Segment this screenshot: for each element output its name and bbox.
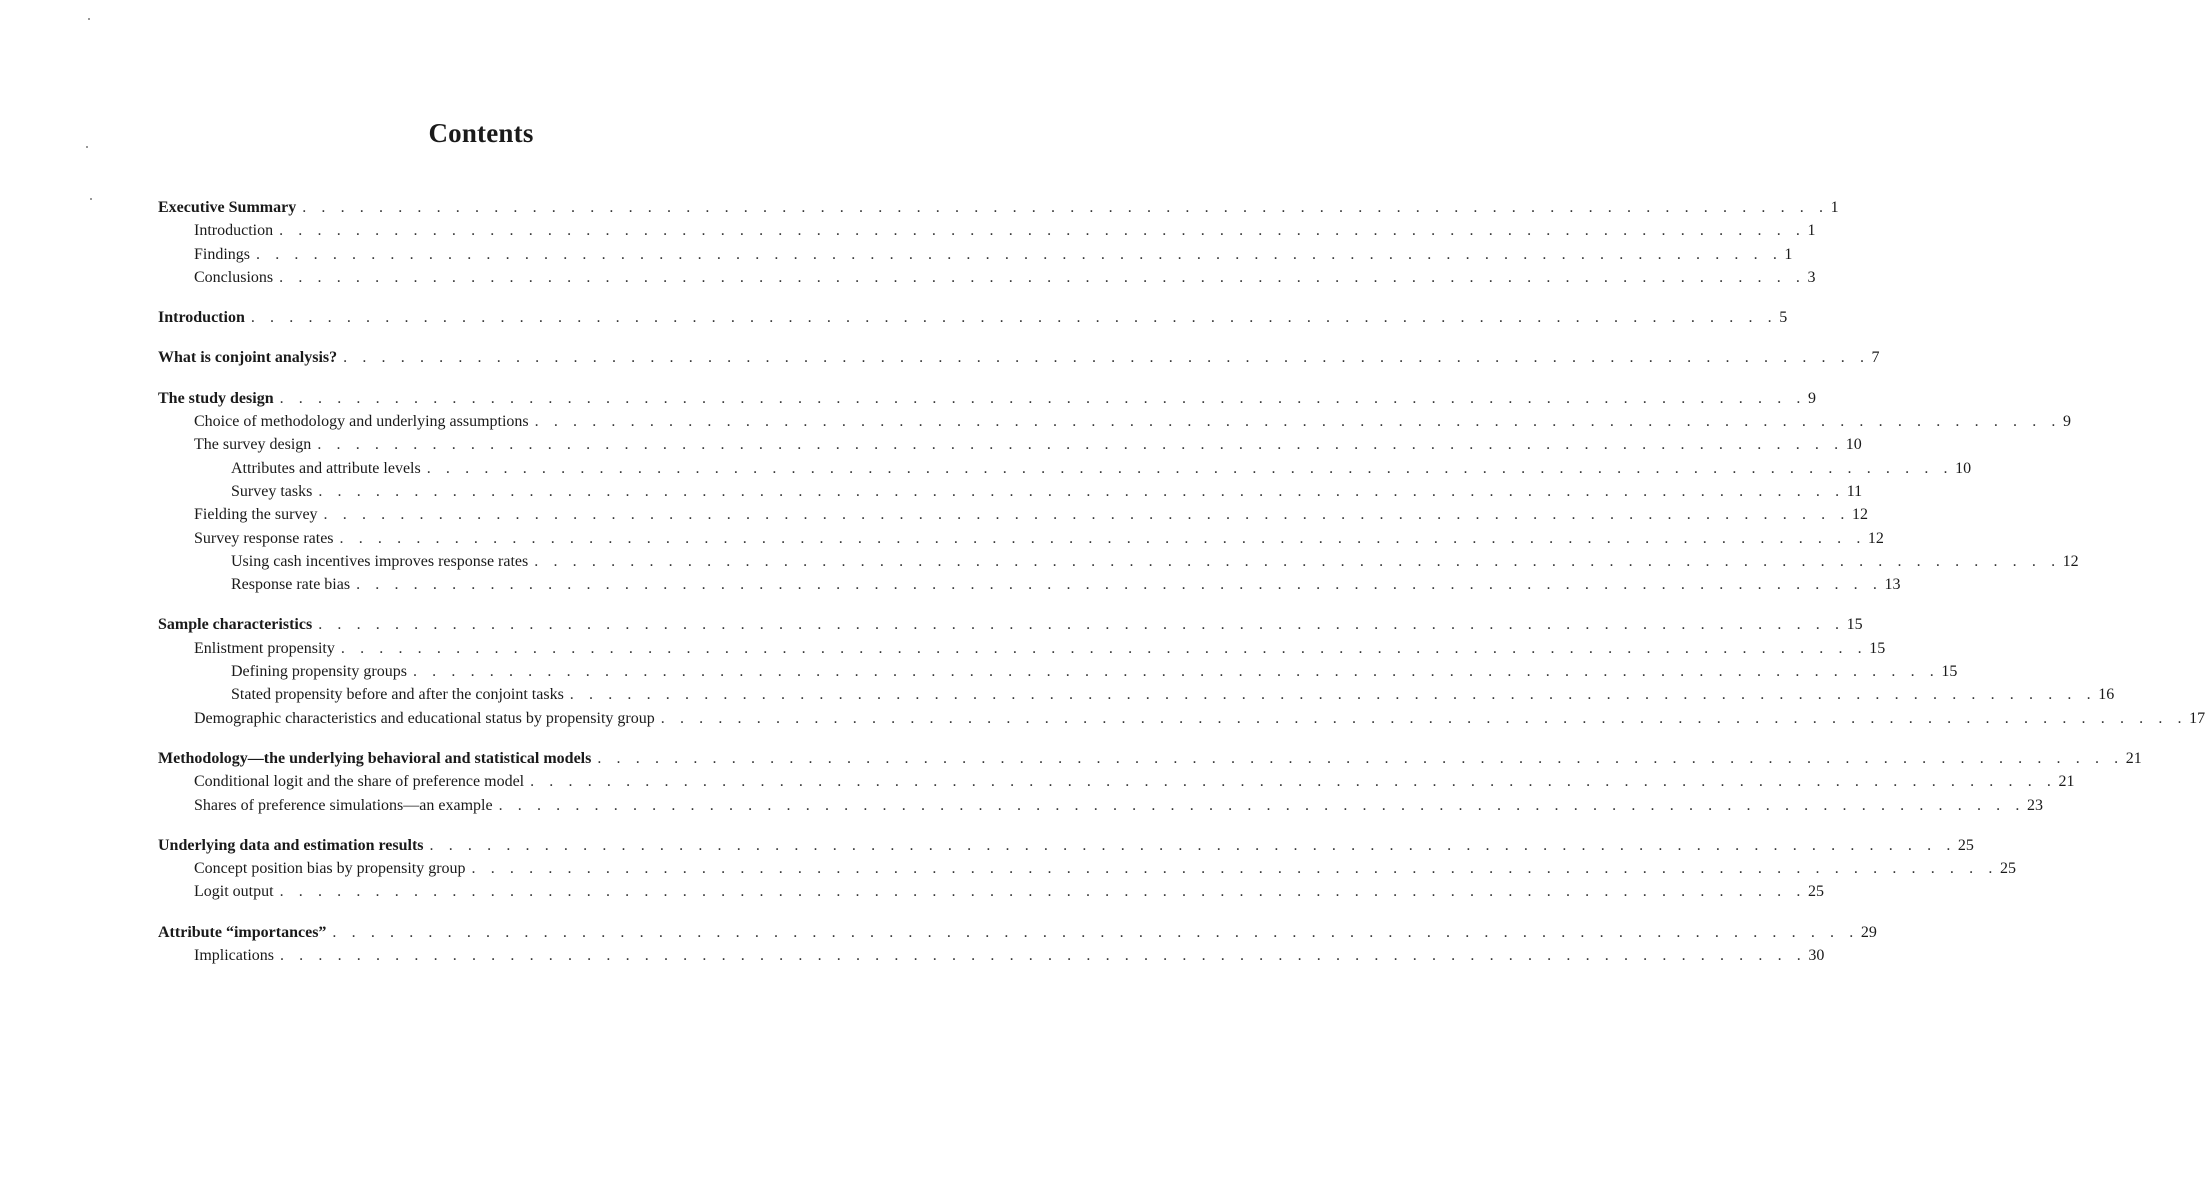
toc-entry-title: Implications xyxy=(194,947,274,965)
toc-section xyxy=(158,834,2016,904)
toc-page-number: 13 xyxy=(1884,576,1901,594)
toc-subentry[interactable] xyxy=(158,243,1793,266)
toc-page-number: 16 xyxy=(2098,686,2115,704)
toc-page-number: 10 xyxy=(1955,459,1972,477)
toc-subentry[interactable] xyxy=(158,573,1901,596)
toc-entry-title: Executive Summary xyxy=(158,199,297,216)
toc-section xyxy=(158,921,1877,968)
toc-entry-title: Findings xyxy=(194,245,251,263)
toc-page-number: 29 xyxy=(1860,923,1877,941)
toc-entry-title: Survey response rates xyxy=(194,529,334,547)
toc-section xyxy=(158,613,2205,729)
toc-entry-title: Introduction xyxy=(158,309,245,327)
toc-entry-title: Fielding the survey xyxy=(194,506,318,524)
toc-chapter-entry[interactable] xyxy=(158,834,1974,857)
toc-entry-title: Demographic characteristics and educational status by propensity group xyxy=(194,709,655,727)
toc-entry-title: Underlying data and estimation results xyxy=(158,836,424,854)
toc-subentry[interactable] xyxy=(158,266,1816,289)
toc-chapter-entry[interactable] xyxy=(158,747,2142,770)
toc-entry-title: The study design xyxy=(158,389,274,407)
toc-chapter-entry[interactable] xyxy=(158,306,1788,329)
dot-leader: . . . . . . . . . . . . . . . . . . . . . . . . . . . . . . . . . . . . . . . . . . . . . . . . . . . . . . . . . . . . . . . . . . . . . . . . . . . . . . . . xyxy=(323,506,1850,524)
toc-page-number: 1 xyxy=(1784,245,1793,263)
toc-section xyxy=(158,387,2079,597)
dot-leader: . . . . . . . . . . . . . . . . . . . . . . . . . . . . . . . . . . . . . . . . . . . . . . . . . . . . . . . . . . . . . . . . . . . . . . . . . . . . . . . . xyxy=(256,245,1783,263)
toc-section xyxy=(158,346,1880,369)
toc-page-number: 17 xyxy=(2189,709,2205,727)
toc-subentry[interactable] xyxy=(158,457,1972,480)
toc-page-number: 23 xyxy=(2026,796,2043,814)
toc-page-number: 15 xyxy=(1869,639,1886,657)
toc-subentry[interactable] xyxy=(158,480,1863,503)
dot-leader: . . . . . . . . . . . . . . . . . . . . . . . . . . . . . . . . . . . . . . . . . . . . . . . . . . . . . . . . . . . . . . . . . . . . . . . . . . . . . . . . xyxy=(356,576,1883,594)
toc-subentry[interactable] xyxy=(158,660,1958,683)
toc-entry-title: Enlistment propensity xyxy=(194,639,335,657)
toc-subentry[interactable] xyxy=(158,433,1862,456)
dot-leader: . . . . . . . . . . . . . . . . . . . . . . . . . . . . . . . . . . . . . . . . . . . . . . . . . . . . . . . . . . . . . . . . . . . . . . . . . . . . . . . . xyxy=(317,436,1844,454)
toc-chapter-entry[interactable] xyxy=(158,346,1880,369)
dot-leader: . . . . . . . . . . . . . . . . . . . . . . . . . . . . . . . . . . . . . . . . . . . . . . . . . . . . . . . . . . . . . . . . . . . . . . . . . . . . . . . . xyxy=(340,639,1868,657)
toc-entry-title: The survey design xyxy=(194,436,312,454)
toc-subentry[interactable] xyxy=(158,550,2079,573)
dot-leader: . . . . . . . . . . . . . . . . . . . . . . . . . . . . . . . . . . . . . . . . . . . . . . . . . . . . . . . . . . . . . . . . . . . . . . . . . . . . . . . . xyxy=(279,222,1806,240)
toc-page-number: 12 xyxy=(1851,506,1868,524)
toc-entry-title: Shares of preference simulations—an example xyxy=(194,796,493,814)
toc-entry-title: Defining propensity groups xyxy=(231,663,407,681)
dot-leader: . . . . . . . . . . . . . . . . . . . . . . . . . . . . . . . . . . . . . . . . . . . . . . . . . . . . . . . . . . . . . . . . . . . . . . . . . . . . . . . . xyxy=(534,552,2061,570)
dot-leader: . . . . . . . . . . . . . . . . . . . . . . . . . . . . . . . . . . . . . . . . . . . . . . . . . . . . . . . . . . . . . . . . . . . . . . . . . . . . . . . . xyxy=(429,836,1956,854)
toc-subentry[interactable] xyxy=(158,770,2075,793)
toc-page-number: 9 xyxy=(2063,413,2072,431)
toc-entry-title: Methodology—the underlying behavioral and statistical models xyxy=(158,749,592,767)
toc-page-number: 9 xyxy=(1808,389,1816,407)
toc-entry-title: What is conjoint analysis? xyxy=(158,349,338,367)
toc-entry-title: Choice of methodology and underlying assumptions xyxy=(194,413,529,431)
toc-page-number: 1 xyxy=(1807,222,1816,240)
toc-chapter-entry[interactable] xyxy=(158,613,1863,636)
toc-page-number: 25 xyxy=(1957,836,1974,854)
toc-entry-title: Sample characteristics xyxy=(158,616,313,634)
dot-leader: . . . . . . . . . . . . . . . . . . . . . . . . . . . . . . . . . . . . . . . . . . . . . . . . . . . . . . . . . . . . . . . . . . . . . . . . . . . . . . . . xyxy=(343,349,1870,367)
toc-entry-title: Stated propensity before and after the conjoint tasks xyxy=(231,686,564,704)
toc-page-number: 1 xyxy=(1830,199,1839,216)
scan-speck xyxy=(88,18,90,20)
toc-subentry[interactable] xyxy=(158,857,2016,880)
toc-chapter-entry[interactable] xyxy=(158,921,1877,944)
toc-subentry[interactable] xyxy=(158,219,1816,242)
toc-page-number: 15 xyxy=(1846,616,1863,634)
toc-entry-title: Using cash incentives improves response rates xyxy=(231,552,529,570)
toc-page-number: 25 xyxy=(1999,860,2016,878)
dot-leader: . . . . . . . . . . . . . . . . . . . . . . . . . . . . . . . . . . . . . . . . . . . . . . . . . . . . . . . . . . . . . . . . . . . . . . . . . . . . . . . . xyxy=(279,947,1807,965)
toc-entry-title: Attribute “importances” xyxy=(158,923,327,941)
toc-subentry[interactable] xyxy=(158,527,1884,550)
toc-entry-title: Response rate bias xyxy=(231,576,351,594)
dot-leader: . . . . . . . . . . . . . . . . . . . . . . . . . . . . . . . . . . . . . . . . . . . . . . . . . . . . . . . . . . . . . . . . . . . . . . . . . . . . . . . . xyxy=(318,482,1845,500)
dot-leader: . . . . . . . . . . . . . . . . . . . . . . . . . . . . . . . . . . . . . . . . . . . . . . . . . . . . . . . . . . . . . . . . . . . . . . . . . . . . . . . . xyxy=(471,860,1998,878)
toc-page-number: 15 xyxy=(1941,663,1958,681)
toc-entry-title: Introduction xyxy=(194,222,274,240)
toc-subentry[interactable] xyxy=(158,794,2043,817)
dot-leader: . . . . . . . . . . . . . . . . . . . . . . . . . . . . . . . . . . . . . . . . . . . . . . . . . . . . . . . . . . . . . . . . . . . . . . . . . . . . . . . . xyxy=(279,268,1806,286)
dot-leader: . . . . . . . . . . . . . . . . . . . . . . . . . . . . . . . . . . . . . . . . . . . . . . . . . . . . . . . . . . . . . . . . . . . . . . . . . . . . . . . . xyxy=(250,309,1778,327)
toc-entry-title: Logit output xyxy=(194,883,274,901)
page-title: Contents xyxy=(428,118,534,148)
toc-subentry[interactable] xyxy=(158,503,1868,526)
toc-entry-title: Concept position bias by propensity group xyxy=(194,860,466,878)
toc-page-number: 3 xyxy=(1807,268,1816,286)
dot-leader: . . . . . . . . . . . . . . . . . . . . . . . . . . . . . . . . . . . . . . . . . . . . . . . . . . . . . . . . . . . . . . . . . . . . . . . . . . . . . . . . xyxy=(279,389,1806,407)
dot-leader: . . . . . . . . . . . . . . . . . . . . . . . . . . . . . . . . . . . . . . . . . . . . . . . . . . . . . . . . . . . . . . . . . . . . . . . . . . . . . . . . xyxy=(318,616,1845,634)
toc-page-number: 21 xyxy=(2058,773,2075,791)
dot-leader: . . . . . . . . . . . . . . . . . . . . . . . . . . . . . . . . . . . . . . . . . . . . . . . . . . . . . . . . . . . . . . . . . . . . . . . . . . . . . . . . xyxy=(530,773,2057,791)
scan-speck xyxy=(90,198,92,200)
dot-leader: . . . . . . . . . . . . . . . . . . . . . . . . . . . . . . . . . . . . . . . . . . . . . . . . . . . . . . . . . . . . . . . . . . . . . . . . . . . . . . . . xyxy=(498,796,2025,814)
toc-page-number: 12 xyxy=(2062,552,2079,570)
dot-leader: . . . . . . . . . . . . . . . . . . . . . . . . . . . . . . . . . . . . . . . . . . . . . . . . . . . . . . . . . . . . . . . . . . . . . . . . . . . . . . . . xyxy=(412,663,1940,681)
dot-leader: . . . . . . . . . . . . . . . . . . . . . . . . . . . . . . . . . . . . . . . . . . . . . . . . . . . . . . . . . . . . . . . . . . . . . . . . . . . . . . . . xyxy=(534,413,2062,431)
toc-entry-title: Conditional logit and the share of preference model xyxy=(194,773,525,791)
dot-leader: . . . . . . . . . . . . . . . . . . . . . . . . . . . . . . . . . . . . . . . . . . . . . . . . . . . . . . . . . . . . . . . . . . . . . . . . . . . . . . . . xyxy=(426,459,1954,477)
toc-page-number: 30 xyxy=(1808,947,1825,965)
dot-leader: . . . . . . . . . . . . . . . . . . . . . . . . . . . . . . . . . . . . . . . . . . . . . . . . . . . . . . . . . . . . . . . . . . . . . . . . . . . . . . . . xyxy=(279,883,1806,901)
toc-entry-title: Survey tasks xyxy=(231,482,313,500)
toc-entry-title: Attributes and attribute levels xyxy=(231,459,421,477)
toc-page-number: 21 xyxy=(2125,749,2142,767)
toc-subentry[interactable] xyxy=(158,880,1824,903)
toc-section xyxy=(158,196,1839,289)
toc-page-number: 25 xyxy=(1807,883,1824,901)
toc-subentry[interactable] xyxy=(158,410,2072,433)
dot-leader: . . . . . . . . . . . . . . . . . . . . . . . . . . . . . . . . . . . . . . . . . . . . . . . . . . . . . . . . . . . . . . . . . . . . . . . . . . . . . . . . xyxy=(660,709,2188,727)
dot-leader: . . . . . . . . . . . . . . . . . . . . . . . . . . . . . . . . . . . . . . . . . . . . . . . . . . . . . . . . . . . . . . . . . . . . . . . . . . . . . . . . xyxy=(332,923,1859,941)
toc-entry-title: Conclusions xyxy=(194,268,274,286)
toc-section xyxy=(158,306,1788,329)
toc-subentry[interactable] xyxy=(158,944,1825,967)
dot-leader: . . . . . . . . . . . . . . . . . . . . . . . . . . . . . . . . . . . . . . . . . . . . . . . . . . . . . . . . . . . . . . . . . . . . . . . . . . . . . . . . xyxy=(597,749,2124,767)
toc-page-number: 11 xyxy=(1846,482,1863,500)
dot-leader: . . . . . . . . . . . . . . . . . . . . . . . . . . . . . . . . . . . . . . . . . . . . . . . . . . . . . . . . . . . . . . . . . . . . . . . . . . . . . . . . xyxy=(339,529,1866,547)
toc-page-number: 12 xyxy=(1867,529,1884,547)
toc-page-number: 10 xyxy=(1845,436,1862,454)
toc-section xyxy=(158,747,2142,817)
toc-subentry[interactable] xyxy=(158,637,1886,660)
table-of-contents xyxy=(158,196,2205,984)
toc-chapter-entry[interactable] xyxy=(158,387,1816,410)
toc-subentry[interactable] xyxy=(158,683,2115,706)
toc-page-number: 7 xyxy=(1871,349,1880,367)
dot-leader: . . . . . . . . . . . . . . . . . . . . . . . . . . . . . . . . . . . . . . . . . . . . . . . . . . . . . . . . . . . . . . . . . . . . . . . . . . . . . . . . xyxy=(569,686,2097,704)
dot-leader: . . . . . . . . . . . . . . . . . . . . . . . . . . . . . . . . . . . . . . . . . . . . . . . . . . . . . . . . . . . . . . . . . . . . . . . . . . . . . . . . xyxy=(302,199,1829,216)
toc-subentry[interactable] xyxy=(158,707,2205,730)
toc-page-number: 5 xyxy=(1779,309,1788,327)
toc-chapter-entry[interactable] xyxy=(158,196,1839,219)
